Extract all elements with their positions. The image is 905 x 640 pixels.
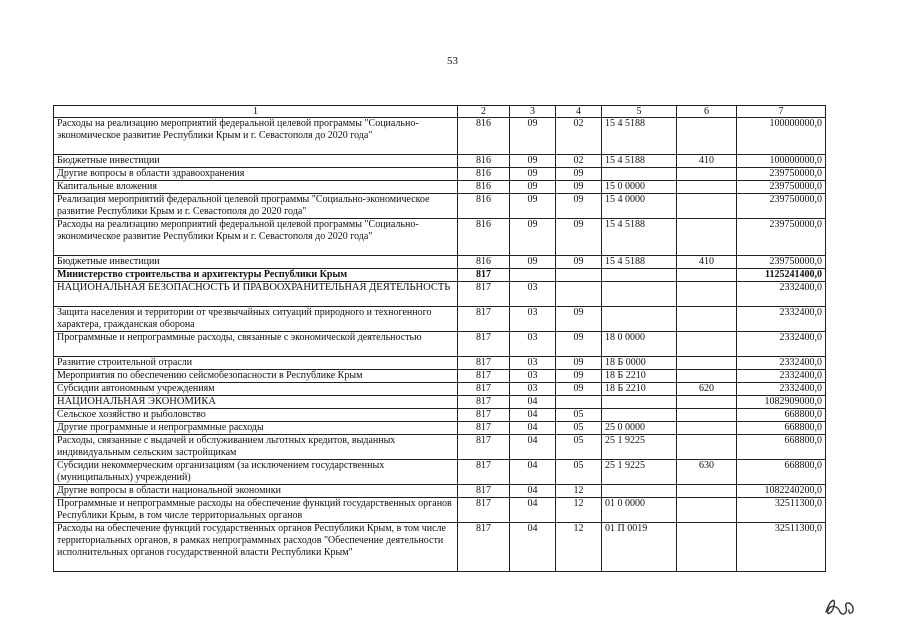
- amount-cell: 668800,0: [737, 460, 826, 485]
- section-cell: 04: [510, 523, 556, 572]
- target-article-cell: 25 1 9225: [602, 435, 677, 460]
- subsection-cell: [556, 396, 602, 409]
- amount-cell: 2332400,0: [737, 370, 826, 383]
- code-cell: 816: [458, 118, 510, 155]
- subsection-cell: 12: [556, 523, 602, 572]
- target-article-cell: 15 4 5188: [602, 219, 677, 256]
- budget-table: [53, 105, 826, 572]
- row-name-cell: Развитие строительной отрасли: [54, 357, 458, 370]
- expense-type-cell: 410: [677, 256, 737, 269]
- row-name-cell: Расходы на обеспечение функций государственных органов Республики Крым, в том числе территориальных органов, в рамках непрограммных расходов "Обеспечение деятельности исполнительных органов государственной власти Республики Крым": [54, 523, 458, 572]
- subsection-cell: 02: [556, 118, 602, 155]
- expense-type-cell: [677, 307, 737, 332]
- section-cell: 09: [510, 219, 556, 256]
- subsection-cell: 12: [556, 498, 602, 523]
- subsection-cell: 05: [556, 435, 602, 460]
- row-name-cell: Расходы на реализацию мероприятий федеральной целевой программы "Социально-экономическое развитие Республики Крым и г. Севастополя до 2020 года": [54, 118, 458, 155]
- section-cell: 03: [510, 332, 556, 357]
- amount-cell: 668800,0: [737, 422, 826, 435]
- row-name-cell: Расходы, связанные с выдачей и обслуживанием льготных кредитов, выданных индивидуальным сельским застройщикам: [54, 435, 458, 460]
- section-cell: 03: [510, 307, 556, 332]
- row-name-cell: Реализация мероприятий федеральной целевой программы "Социально-экономическое развитие Республики Крым и г. Севастополя до 2020 года": [54, 194, 458, 219]
- target-article-cell: [602, 409, 677, 422]
- column-header-5: 5: [602, 106, 677, 118]
- expense-type-cell: [677, 194, 737, 219]
- code-cell: 816: [458, 256, 510, 269]
- column-header-2: 2: [458, 106, 510, 118]
- subsection-cell: 09: [556, 256, 602, 269]
- target-article-cell: 15 4 5188: [602, 256, 677, 269]
- amount-cell: 668800,0: [737, 435, 826, 460]
- section-cell: 09: [510, 194, 556, 219]
- expense-type-cell: [677, 282, 737, 307]
- table-row: [54, 181, 826, 194]
- amount-cell: 239750000,0: [737, 194, 826, 219]
- subsection-cell: 09: [556, 194, 602, 219]
- table-row: [54, 256, 826, 269]
- amount-cell: 1082909000,0: [737, 396, 826, 409]
- code-cell: 816: [458, 219, 510, 256]
- code-cell: 817: [458, 332, 510, 357]
- column-header-6: 6: [677, 106, 737, 118]
- table-row: [54, 357, 826, 370]
- row-name-cell: Капитальные вложения: [54, 181, 458, 194]
- amount-cell: 2332400,0: [737, 332, 826, 357]
- code-cell: 817: [458, 370, 510, 383]
- row-name-cell: Программные и непрограммные расходы, связанные с экономической деятельностью: [54, 332, 458, 357]
- expense-type-cell: [677, 219, 737, 256]
- subsection-cell: 09: [556, 307, 602, 332]
- target-article-cell: 18 0 0000: [602, 332, 677, 357]
- code-cell: 817: [458, 396, 510, 409]
- amount-cell: 1125241400,0: [737, 269, 826, 282]
- amount-cell: 1082240200,0: [737, 485, 826, 498]
- section-cell: 09: [510, 256, 556, 269]
- code-cell: 817: [458, 422, 510, 435]
- subsection-cell: 05: [556, 460, 602, 485]
- expense-type-cell: 620: [677, 383, 737, 396]
- amount-cell: 239750000,0: [737, 219, 826, 256]
- section-cell: 03: [510, 357, 556, 370]
- code-cell: 817: [458, 435, 510, 460]
- target-article-cell: [602, 307, 677, 332]
- subsection-cell: 09: [556, 383, 602, 396]
- row-name-cell: Субсидии автономным учреждениям: [54, 383, 458, 396]
- row-name-cell: Программные и непрограммные расходы на обеспечение функций государственных органов Республики Крым, в том числе территориальных органов: [54, 498, 458, 523]
- subsection-cell: 09: [556, 332, 602, 357]
- amount-cell: 239750000,0: [737, 256, 826, 269]
- amount-cell: 32511300,0: [737, 523, 826, 572]
- subsection-cell: [556, 282, 602, 307]
- section-cell: 03: [510, 282, 556, 307]
- section-cell: 04: [510, 422, 556, 435]
- subsection-cell: 05: [556, 422, 602, 435]
- amount-cell: 2332400,0: [737, 383, 826, 396]
- section-cell: 04: [510, 409, 556, 422]
- code-cell: 816: [458, 181, 510, 194]
- code-cell: 816: [458, 155, 510, 168]
- header-row: [54, 106, 826, 118]
- expense-type-cell: 630: [677, 460, 737, 485]
- target-article-cell: 15 4 0000: [602, 194, 677, 219]
- column-header-7: 7: [737, 106, 826, 118]
- target-article-cell: 01 П 0019: [602, 523, 677, 572]
- target-article-cell: 15 0 0000: [602, 181, 677, 194]
- code-cell: 817: [458, 523, 510, 572]
- code-cell: 817: [458, 485, 510, 498]
- row-name-cell: НАЦИОНАЛЬНАЯ ЭКОНОМИКА: [54, 396, 458, 409]
- target-article-cell: 18 Б 2210: [602, 370, 677, 383]
- target-article-cell: 18 Б 0000: [602, 357, 677, 370]
- table-row: [54, 219, 826, 256]
- table-row: [54, 396, 826, 409]
- row-name-cell: Другие вопросы в области национальной экономики: [54, 485, 458, 498]
- expense-type-cell: [677, 498, 737, 523]
- table-row: [54, 370, 826, 383]
- code-cell: 817: [458, 460, 510, 485]
- handwritten-signature: [822, 590, 862, 620]
- code-cell: 817: [458, 307, 510, 332]
- code-cell: 817: [458, 269, 510, 282]
- target-article-cell: 15 4 5188: [602, 118, 677, 155]
- expense-type-cell: [677, 523, 737, 572]
- amount-cell: 2332400,0: [737, 357, 826, 370]
- subsection-cell: 09: [556, 357, 602, 370]
- code-cell: 817: [458, 409, 510, 422]
- row-name-cell: Другие программные и непрограммные расходы: [54, 422, 458, 435]
- table-row: [54, 435, 826, 460]
- subsection-cell: 05: [556, 409, 602, 422]
- row-name-cell: Министерство строительства и архитектуры Республики Крым: [54, 269, 458, 282]
- section-cell: 09: [510, 168, 556, 181]
- subsection-cell: 09: [556, 181, 602, 194]
- code-cell: 816: [458, 168, 510, 181]
- subsection-cell: 09: [556, 370, 602, 383]
- amount-cell: 239750000,0: [737, 168, 826, 181]
- subsection-cell: [556, 269, 602, 282]
- row-name-cell: Расходы на реализацию мероприятий федеральной целевой программы "Социально-экономическое развитие Республики Крым и г. Севастополя до 2020 года": [54, 219, 458, 256]
- section-cell: 04: [510, 498, 556, 523]
- section-cell: 09: [510, 155, 556, 168]
- page-number: 53: [447, 55, 458, 67]
- amount-cell: 32511300,0: [737, 498, 826, 523]
- table-row: [54, 155, 826, 168]
- table-row: [54, 523, 826, 572]
- target-article-cell: [602, 485, 677, 498]
- target-article-cell: 15 4 5188: [602, 155, 677, 168]
- target-article-cell: 25 0 0000: [602, 422, 677, 435]
- table-row: [54, 194, 826, 219]
- target-article-cell: [602, 168, 677, 181]
- section-cell: 04: [510, 435, 556, 460]
- code-cell: 817: [458, 498, 510, 523]
- expense-type-cell: [677, 332, 737, 357]
- table-row: [54, 383, 826, 396]
- table-row: [54, 460, 826, 485]
- subsection-cell: 09: [556, 219, 602, 256]
- expense-type-cell: [677, 435, 737, 460]
- row-name-cell: Защита населения и территории от чрезвычайных ситуаций природного и техногенного характера, гражданская оборона: [54, 307, 458, 332]
- section-cell: 04: [510, 460, 556, 485]
- row-name-cell: Другие вопросы в области здравоохранения: [54, 168, 458, 181]
- row-name-cell: Бюджетные инвестиции: [54, 155, 458, 168]
- table-row: [54, 498, 826, 523]
- code-cell: 817: [458, 357, 510, 370]
- section-cell: 04: [510, 396, 556, 409]
- row-name-cell: Мероприятия по обеспечению сейсмобезопасности в Республике Крым: [54, 370, 458, 383]
- expense-type-cell: [677, 422, 737, 435]
- row-name-cell: Бюджетные инвестиции: [54, 256, 458, 269]
- table-row: [54, 422, 826, 435]
- expense-type-cell: [677, 118, 737, 155]
- table-row: [54, 307, 826, 332]
- table-row: [54, 485, 826, 498]
- expense-type-cell: [677, 409, 737, 422]
- amount-cell: 100000000,0: [737, 118, 826, 155]
- table-row: [54, 168, 826, 181]
- subsection-cell: 12: [556, 485, 602, 498]
- subsection-cell: 02: [556, 155, 602, 168]
- target-article-cell: [602, 396, 677, 409]
- code-cell: 816: [458, 194, 510, 219]
- code-cell: 817: [458, 383, 510, 396]
- column-header-4: 4: [556, 106, 602, 118]
- section-cell: 09: [510, 181, 556, 194]
- expense-type-cell: [677, 485, 737, 498]
- section-cell: 09: [510, 118, 556, 155]
- expense-type-cell: [677, 168, 737, 181]
- expense-type-cell: [677, 269, 737, 282]
- amount-cell: 2332400,0: [737, 307, 826, 332]
- target-article-cell: [602, 282, 677, 307]
- section-cell: 04: [510, 485, 556, 498]
- expense-type-cell: [677, 370, 737, 383]
- subsection-cell: 09: [556, 168, 602, 181]
- expense-type-cell: 410: [677, 155, 737, 168]
- row-name-cell: Субсидии некоммерческим организациям (за исключением государственных (муниципальных) учреждений): [54, 460, 458, 485]
- section-cell: 03: [510, 370, 556, 383]
- table-row: [54, 282, 826, 307]
- table-row: [54, 332, 826, 357]
- expense-type-cell: [677, 396, 737, 409]
- table-row: [54, 269, 826, 282]
- expense-type-cell: [677, 181, 737, 194]
- row-name-cell: НАЦИОНАЛЬНАЯ БЕЗОПАСНОСТЬ И ПРАВООХРАНИТЕЛЬНАЯ ДЕЯТЕЛЬНОСТЬ: [54, 282, 458, 307]
- column-header-3: 3: [510, 106, 556, 118]
- expense-type-cell: [677, 357, 737, 370]
- section-cell: 03: [510, 383, 556, 396]
- amount-cell: 668800,0: [737, 409, 826, 422]
- row-name-cell: Сельское хозяйство и рыболовство: [54, 409, 458, 422]
- code-cell: 817: [458, 282, 510, 307]
- amount-cell: 2332400,0: [737, 282, 826, 307]
- target-article-cell: 25 1 9225: [602, 460, 677, 485]
- table-row: [54, 118, 826, 155]
- target-article-cell: [602, 269, 677, 282]
- section-cell: [510, 269, 556, 282]
- column-header-1: 1: [54, 106, 458, 118]
- table-row: [54, 409, 826, 422]
- target-article-cell: 01 0 0000: [602, 498, 677, 523]
- amount-cell: 239750000,0: [737, 181, 826, 194]
- target-article-cell: 18 Б 2210: [602, 383, 677, 396]
- amount-cell: 100000000,0: [737, 155, 826, 168]
